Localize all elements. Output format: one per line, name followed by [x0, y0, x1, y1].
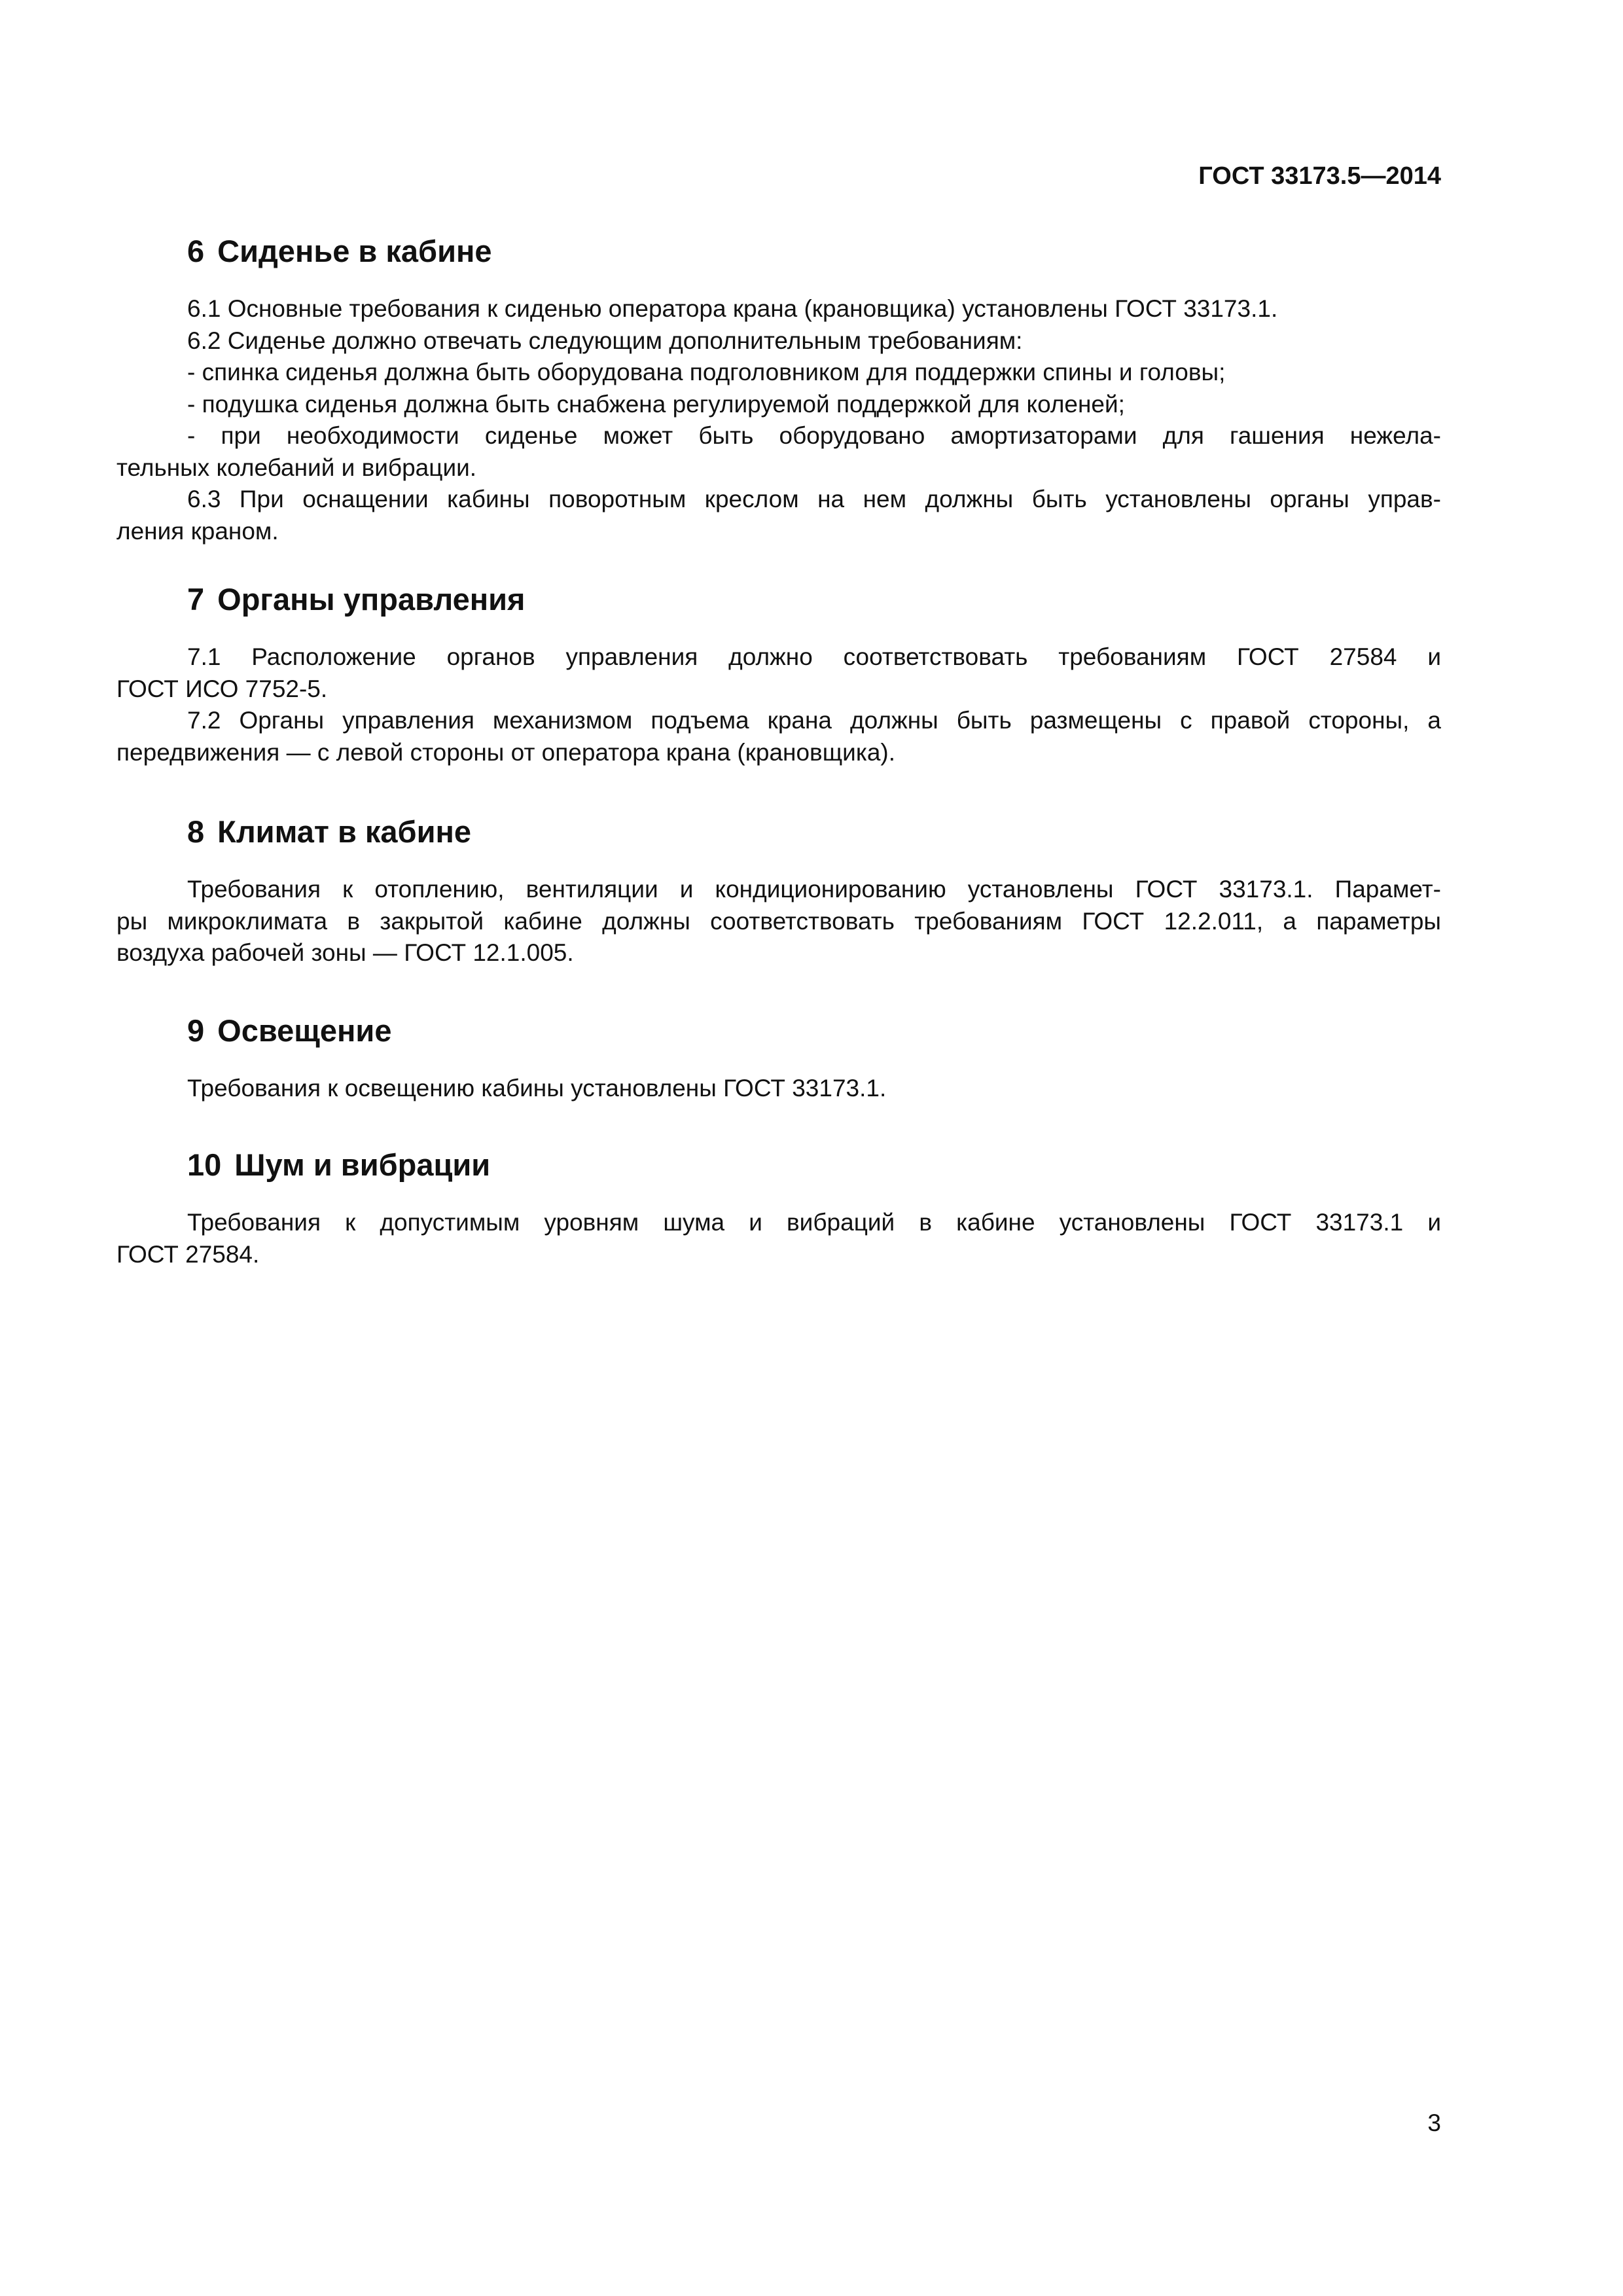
text-line: - при необходимости сиденье может быть оборудовано амортизаторами для гашения нежела- — [187, 422, 1441, 449]
text-line: ления краном. — [116, 517, 279, 545]
text-line: 6.1 Основные требования к сиденью оператора крана (крановщика) установлены ГОСТ 33173.1. — [187, 295, 1278, 322]
paragraph — [116, 641, 1441, 705]
text-line: - спинка сиденья должна быть оборудована подголовником для поддержки спины и головы; — [187, 359, 1226, 386]
paragraph — [116, 874, 1441, 969]
section-title: Освещение — [217, 1013, 392, 1048]
text-line: Требования к отоплению, вентиляции и кондиционированию установлены ГОСТ 33173.1. Парамет- — [187, 876, 1441, 903]
list-item — [116, 389, 1441, 421]
section-number: 7 — [187, 582, 205, 617]
section-title: Шум и вибрации — [234, 1147, 491, 1182]
text-line: тельных колебаний и вибрации. — [116, 454, 477, 481]
paragraph — [116, 484, 1441, 547]
section-heading — [116, 1011, 1441, 1050]
section-title: Органы управления — [217, 582, 526, 617]
section-heading — [116, 812, 1441, 852]
section-10 — [116, 1145, 1441, 1270]
section-heading — [116, 232, 1441, 271]
section-7 — [116, 580, 1441, 768]
section-heading — [116, 1145, 1441, 1185]
section-6 — [116, 232, 1441, 547]
text-line: ГОСТ ИСО 7752-5. — [116, 675, 328, 702]
list-item — [116, 357, 1441, 389]
section-number: 6 — [187, 234, 205, 268]
text-line: 6.3 При оснащении кабины поворотным креслом на нем должны быть установлены органы управ- — [187, 486, 1441, 512]
section-title: Сиденье в кабине — [217, 234, 492, 268]
text-line: - подушка сиденья должна быть снабжена регулируемой поддержкой для коленей; — [187, 390, 1125, 418]
section-number: 9 — [187, 1013, 205, 1048]
section-number: 8 — [187, 814, 205, 849]
text-line: воздуха рабочей зоны — ГОСТ 12.1.005. — [116, 939, 574, 966]
paragraph — [116, 705, 1441, 768]
list-item — [116, 420, 1441, 484]
paragraph — [116, 325, 1441, 357]
paragraph — [116, 1073, 1441, 1105]
section-9 — [116, 1011, 1441, 1105]
text-line: 7.2 Органы управления механизмом подъема крана должны быть размещены с правой стороны, а — [187, 707, 1441, 734]
text-line: ры микроклимата в закрытой кабине должны соответствовать требованиям ГОСТ 12.2.011, а параметры — [116, 907, 1441, 935]
paragraph — [116, 1207, 1441, 1270]
section-heading — [116, 580, 1441, 619]
text-line: Требования к освещению кабины установлены ГОСТ 33173.1. — [187, 1075, 887, 1102]
section-title: Климат в кабине — [217, 814, 472, 849]
text-line: Требования к допустимым уровням шума и вибраций в кабине установлены ГОСТ 33173.1 и — [187, 1209, 1441, 1236]
document-code: ГОСТ 33173.5—2014 — [1198, 162, 1441, 190]
text-line: ГОСТ 27584. — [116, 1240, 260, 1268]
paragraph — [116, 293, 1441, 325]
section-8 — [116, 812, 1441, 969]
section-number: 10 — [187, 1147, 222, 1182]
text-line: 7.1 Расположение органов управления должно соответствовать требованиям ГОСТ 27584 и — [187, 643, 1441, 670]
text-line: 6.2 Сиденье должно отвечать следующим дополнительным требованиям: — [187, 327, 1023, 354]
page-number: 3 — [1427, 2109, 1441, 2136]
text-line: передвижения — с левой стороны от оператора крана (крановщика). — [116, 738, 895, 766]
